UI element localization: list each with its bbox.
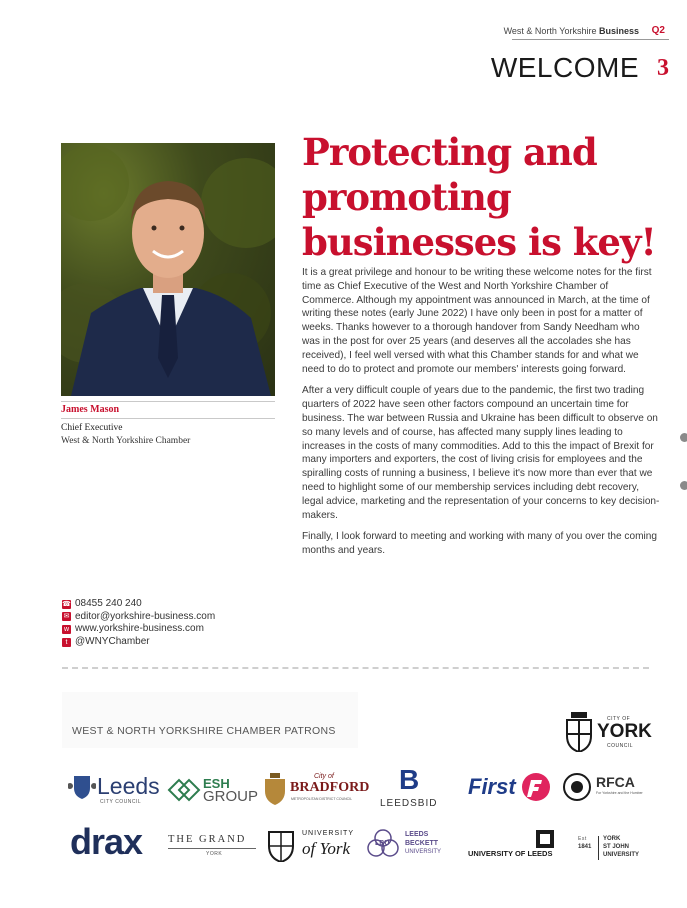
rfca-rose-icon [562,772,592,802]
contact-phone [62,598,215,611]
contact-social[interactable] [62,636,215,649]
headline-line-3: businesses is key! [302,220,656,264]
headline [302,130,662,265]
publication-title-plain: West & North Yorkshire [503,26,597,36]
headline-line-1: Protecting and [302,130,597,174]
leeds-text: Leeds [97,773,160,799]
leeds-sub-text: CITY COUNCIL [100,799,142,805]
twitter-icon: t [62,638,71,647]
web-icon: w [63,625,70,633]
header-rule [512,39,669,40]
uol-mark-icon [536,830,554,848]
uoy-york-text: of York [302,839,351,858]
web-text[interactable]: www.yorkshire-business.com [75,623,204,635]
uoy-university-text: UNIVERSITY [302,830,355,837]
first-text: First [468,774,516,799]
york-text: YORK [597,721,652,742]
dashed-divider [62,667,649,669]
york-city-text: CITY OF [607,716,631,722]
patrons-title-box [62,692,358,748]
grand-rule [168,848,256,849]
first-f-icon [521,772,551,802]
article-body [302,266,660,566]
phone-icon: ☎ [62,600,71,608]
headline-line-2: promoting [302,175,511,219]
esh-mark-icon [167,778,201,802]
caption-rule-top [61,401,275,402]
esh-text: ESH [203,776,230,791]
portrait-photo [61,143,275,396]
lbu-beckett-text: BECKETT [405,840,439,847]
leeds-crest-icon [68,772,96,800]
bradford-city-text: City of [314,773,334,780]
patrons-title: WEST & NORTH YORKSHIRE CHAMBER PATRONS [72,725,336,737]
contact-block [62,598,215,648]
publication-title [504,26,639,36]
rfca-sub-text: For Yorkshire and the Humber [596,791,643,795]
ysj-university-text: UNIVERSITY [603,852,640,858]
issue-label: Q2 [651,25,665,36]
paragraph-1: It is a great privilege and honour to be writing these welcome notes for the first time as Chief Executive of the West and North Yorkshire Chamber of Commerce. Although my appointment was announced in March, at the time of writing these notes (early June 2022) I have only been in post for a matter of weeks. Thanks however to a thorough handover from Sandy Needham who was in the post for over 25 years (and deserves all the accolades she has received), I feel well versed with what this Chamber stands for and what we need to do to protect and promote our members' interests going forward. [302,267,652,375]
york-council-text: COUNCIL [607,743,634,749]
binding-dot-bottom [680,481,687,490]
york-crest-icon [565,712,593,752]
ysj-year-text: 1841 [578,844,592,850]
portrait-illustration [61,143,275,396]
caption-org: West & North Yorkshire Chamber [61,436,191,446]
binding-dot-top [680,433,687,442]
lbu-mark: LBU [375,840,390,847]
social-text[interactable]: @WNYChamber [75,635,150,647]
email-text[interactable]: editor@yorkshire-business.com [75,610,216,622]
ysj-rule [598,836,599,860]
uoy-crest-icon [266,828,296,862]
caption-name: James Mason [61,404,120,415]
drax-text: drax [70,821,143,862]
page-number: 3 [657,55,669,81]
ysj-est-text: Est [578,836,587,842]
contact-web[interactable] [62,623,215,636]
drax-logo [70,821,142,863]
contact-email[interactable] [62,611,215,624]
esh-group-text: GROUP [203,788,259,805]
leedsbid-mark: B [399,764,420,795]
phone-text: 08455 240 240 [75,598,142,609]
email-icon: ✉ [63,613,70,621]
caption-rule-bottom [61,418,275,419]
bradford-crest-icon [262,773,288,805]
paragraph-2: After a very difficult couple of years due to the pandemic, the first two trading quarters of 2022 have seen other factors compound an uncertain time for business. The war between Russia and Ukraine has been difficult to observe on so many levels and of course, has affected many supply lines leading to increases in the costs of many commodities. Add to this the impact of Brexit for many importers and exporters, the cost of living crisis for employees and the spiralling costs of running a business, I believe it's now more than ever that we need to highlight some of our membership services including debt recovery, legal advice, marketing and the representation of your concerns to key decision-makers. [302,385,660,521]
bradford-text: BRADFORD [290,780,370,795]
caption-role: Chief Executive [61,423,123,433]
rfca-text: RFCA [596,774,635,790]
section-title: WELCOME [490,52,639,83]
uol-text: UNIVERSITY OF LEEDS [468,849,553,858]
paragraph-3: Finally, I look forward to meeting and working with many of you over the coming months and years. [302,531,657,557]
ysj-york-text: YORK [603,836,621,842]
leedsbid-text: LEEDSBID [380,798,438,809]
lbu-university-text: UNIVERSITY [405,849,442,855]
ysj-stjohn-text: ST JOHN [603,844,630,850]
publication-title-bold: Business [598,26,639,36]
grand-york-text: YORK [206,851,223,857]
grand-text: THE GRAND [168,834,247,845]
lbu-leeds-text: LEEDS [405,831,429,838]
bradford-sub-text: METROPOLITAN DISTRICT COUNCIL [291,797,353,801]
